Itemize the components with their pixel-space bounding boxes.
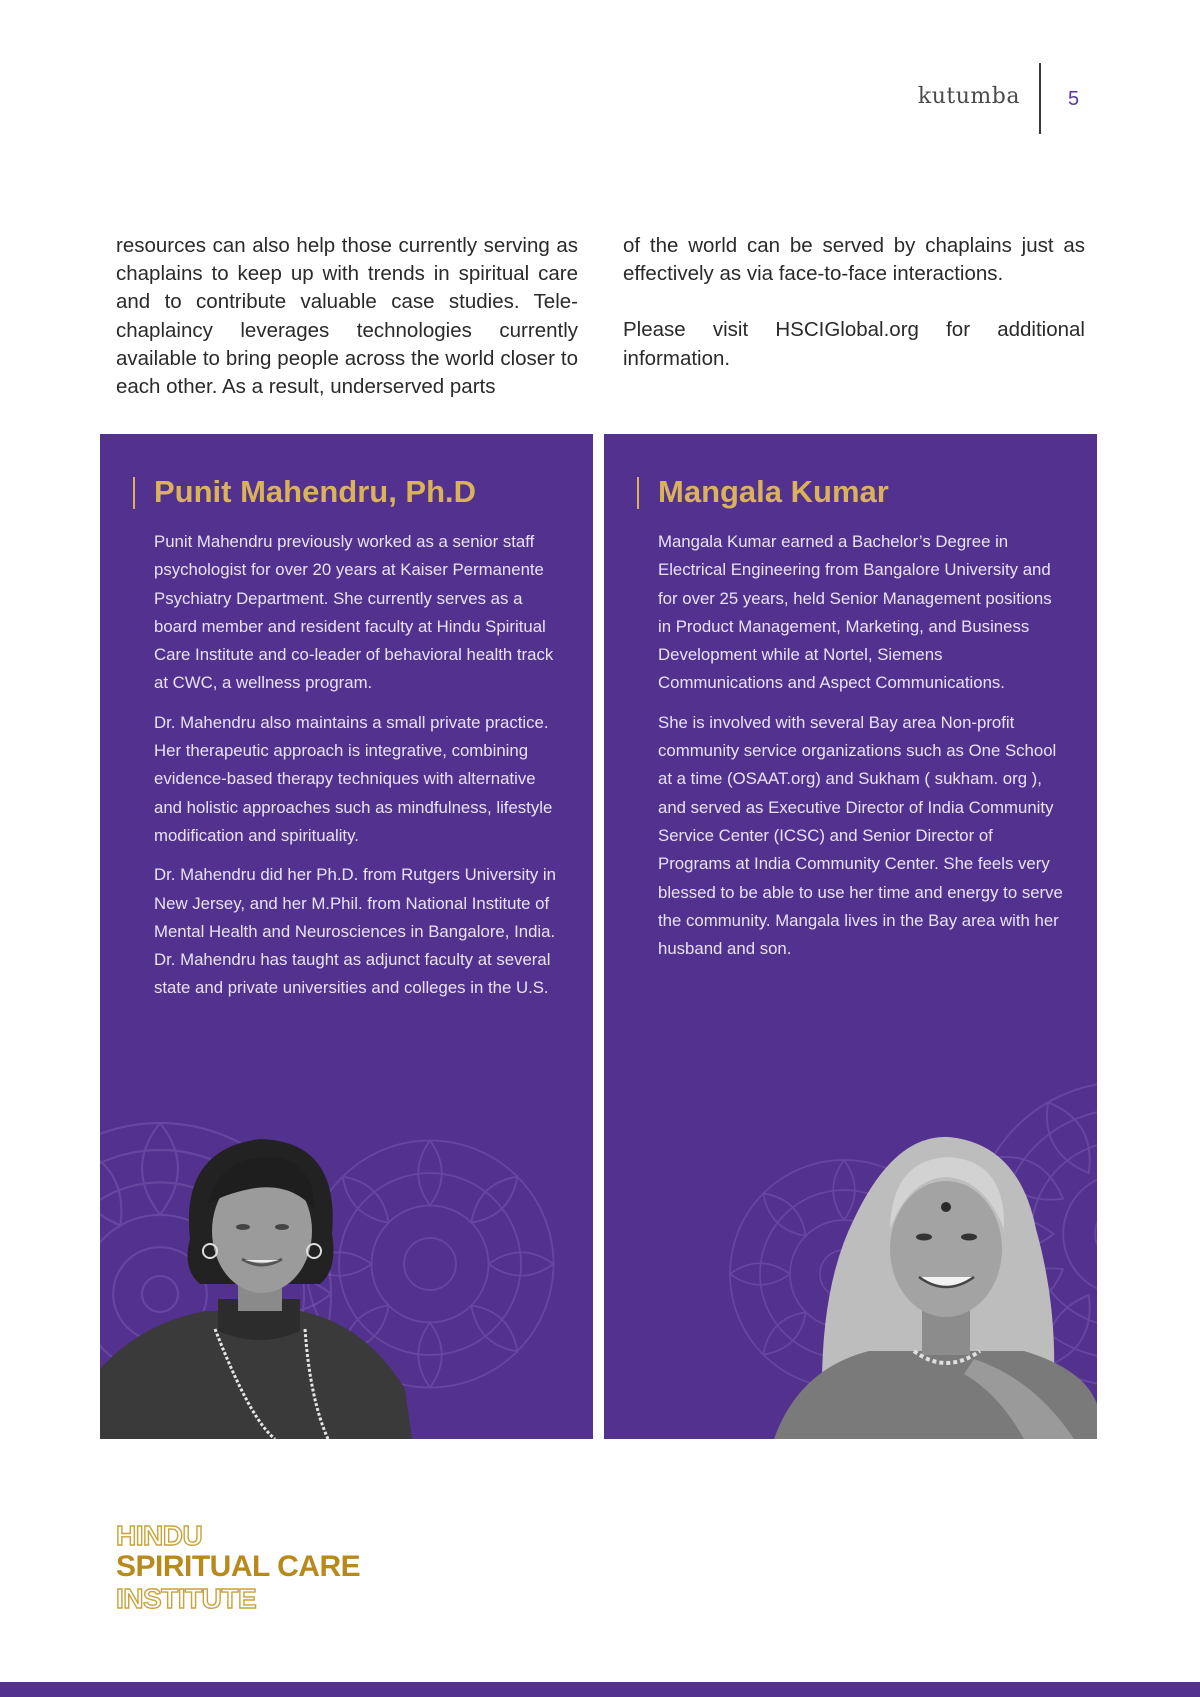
portrait-punit-mahendru xyxy=(100,1119,420,1439)
bio-paragraph: Dr. Mahendru also maintains a small private practice. Her therapeutic approach is integrative, combining evidence-based therapy techniques with alternative and holistic approaches such as mindfulness, lifestyle modification and spirituality. xyxy=(154,712,553,845)
bio-name: Mangala Kumar xyxy=(658,474,889,509)
logo-line-hindu: HINDU xyxy=(116,1520,203,1551)
bio-panel-mangala xyxy=(604,434,1097,1439)
logo-line-spiritual-care: SPIRITUAL CARE xyxy=(116,1550,361,1583)
bio-paragraph: Punit Mahendru previously worked as a senior staff psychologist for over 20 years at Kaiser Permanente Psychiatry Department. She currently serves as a board member and resident faculty at Hindu Spiritual Care Institute and co-leader of behavioral health track at CWC, a wellness program. xyxy=(154,532,554,693)
header-divider xyxy=(1039,63,1041,134)
bio-body xyxy=(658,528,1063,974)
intro-right-column xyxy=(623,232,1085,401)
brand-wordmark: kutumba xyxy=(917,84,1020,109)
bio-paragraph: Dr. Mahendru did her Ph.D. from Rutgers University in New Jersey, and her M.Phil. from National Institute of Mental Health and Neurosciences in Bangalore, India. Dr. Mahendru has taught as adjunct faculty at several state and private universities and colleges in the U.S. xyxy=(154,865,556,998)
institute-logo xyxy=(116,1522,360,1613)
bio-paragraph: She is involved with several Bay area Non-profit community service organizations such as One School at a time (OSAAT.org) and Sukham ( sukham. org ), and served as Executive Director of India Community Service Center (ICSC) and Senior Director of Programs at India Community Center. She feels very blessed to be able to use her time and energy to serve the community. Mangala lives in the Bay area with her husband and son. xyxy=(658,712,1063,959)
title-accent-bar xyxy=(133,477,135,509)
bio-body xyxy=(154,528,559,1014)
page-number: 5 xyxy=(1068,88,1080,110)
footer-bar xyxy=(0,1682,1200,1697)
intro-right-paragraph: Please visit HSCIGlobal.org for additional information. xyxy=(623,318,1085,370)
bio-paragraph: Mangala Kumar earned a Bachelor’s Degree in Electrical Engineering from Bangalore University and for over 25 years, held Senior Management positions in Product Management, Marketing, and Business Development while at Nortel, Siemens Communications and Aspect Communications. xyxy=(658,532,1052,693)
intro-left-column: resources can also help those currently serving as chaplains to keep up with trends in spiritual care and to contribute valuable case studies. Tele-chaplaincy leverages technologies currently available to bring people across the world closer to each other. As a result, underserved parts xyxy=(116,234,578,399)
portrait-mangala-kumar xyxy=(774,1129,1097,1439)
logo-line-institute: INSTITUTE xyxy=(116,1583,257,1614)
title-accent-bar xyxy=(637,477,639,509)
bio-panel-punit xyxy=(100,434,593,1439)
intro-right-paragraph: of the world can be served by chaplains just as effectively as via face-to-face interactions. xyxy=(623,234,1085,286)
bio-name: Punit Mahendru, Ph.D xyxy=(154,474,477,509)
